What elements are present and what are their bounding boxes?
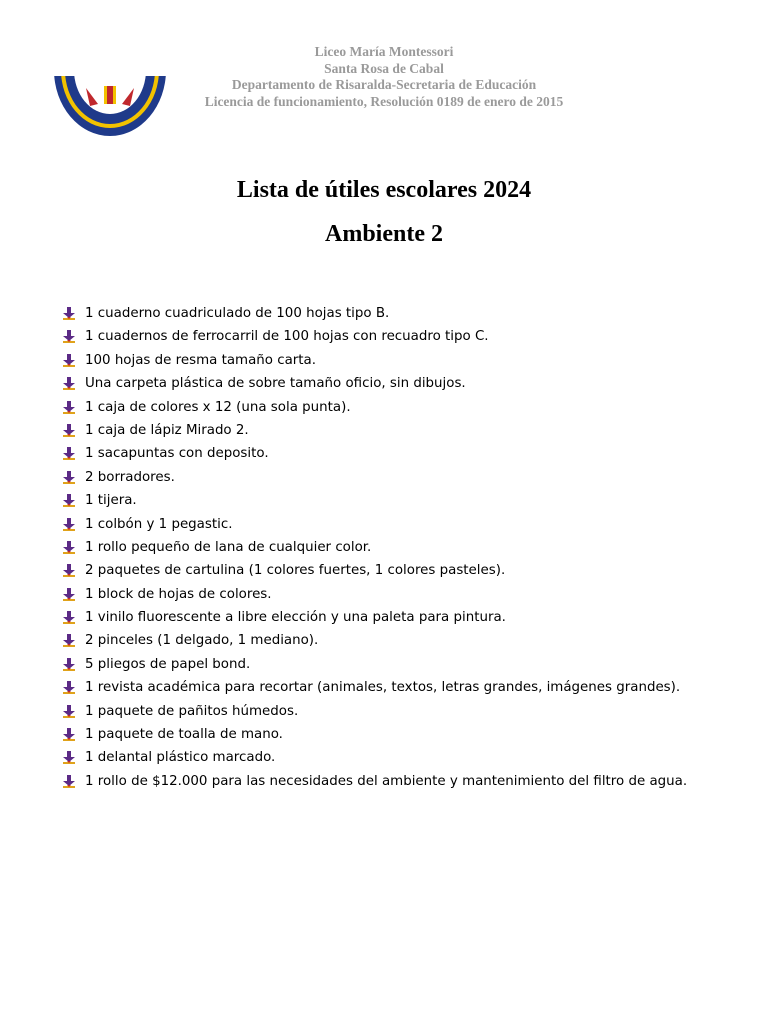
down-arrow-bullet-icon — [62, 354, 76, 368]
list-item-text: 1 cuadernos de ferrocarril de 100 hojas con recuadro tipo C. — [85, 329, 489, 345]
list-item — [60, 513, 760, 536]
list-item — [60, 536, 760, 559]
school-city: Santa Rosa de Cabal — [324, 60, 444, 76]
list-item — [60, 419, 760, 442]
list-item-text: 1 rollo de $12.000 para las necesidades del ambiente y mantenimiento del filtro de agua. — [85, 773, 688, 789]
list-item — [60, 676, 760, 699]
list-item-text: 1 cuaderno cuadriculado de 100 hojas tipo B. — [85, 306, 390, 321]
page-subtitle: Ambiente 2 — [325, 221, 443, 247]
list-item-text: 100 hojas de resma tamaño carta. — [85, 352, 317, 368]
school-name: Liceo María Montessori — [314, 44, 454, 59]
list-item-text: 1 sacapuntas con deposito. — [85, 446, 269, 462]
list-item-text: 1 vinilo fluorescente a libre elección y una paleta para pintura. — [85, 610, 506, 626]
down-arrow-bullet-icon — [62, 447, 76, 461]
list-item-text: 1 tijera. — [85, 493, 137, 509]
list-item-text: 1 paquete de toalla de mano. — [85, 727, 283, 743]
list-item — [60, 723, 760, 746]
down-arrow-bullet-icon — [62, 611, 76, 625]
list-item-text: 1 paquete de pañitos húmedos. — [85, 703, 299, 719]
list-item — [60, 466, 760, 489]
down-arrow-bullet-icon — [62, 751, 76, 765]
down-arrow-bullet-icon — [62, 307, 76, 321]
list-item-text: Una carpeta plástica de sobre tamaño oficio, sin dibujos. — [85, 376, 466, 392]
down-arrow-bullet-icon — [62, 634, 76, 648]
list-item — [60, 349, 760, 372]
school-license: Licencia de funcionamiento, Resolución 0189 de enero de 2015 — [204, 93, 564, 109]
list-item — [60, 606, 760, 629]
list-item — [60, 770, 760, 793]
list-item — [60, 629, 760, 652]
list-item — [60, 396, 760, 419]
down-arrow-bullet-icon — [62, 471, 76, 485]
list-item-text: 2 borradores. — [85, 469, 175, 485]
school-department: Departamento de Risaralda-Secretaria de Educación — [231, 77, 537, 92]
list-item-text: 1 revista académica para recortar (animales, textos, letras grandes, imágenes grandes). — [85, 680, 681, 696]
down-arrow-bullet-icon — [62, 658, 76, 672]
down-arrow-bullet-icon — [62, 588, 76, 602]
list-item-text: 1 block de hojas de colores. — [85, 586, 272, 602]
list-item — [60, 700, 760, 723]
down-arrow-bullet-icon — [62, 541, 76, 555]
down-arrow-bullet-icon — [62, 377, 76, 391]
list-item — [60, 583, 760, 606]
list-item — [60, 302, 760, 325]
list-item-text: 1 caja de lápiz Mirado 2. — [85, 422, 249, 438]
list-item — [60, 746, 760, 769]
down-arrow-bullet-icon — [62, 775, 76, 789]
list-item — [60, 372, 760, 395]
list-item-text: 1 delantal plástico marcado. — [85, 750, 276, 766]
down-arrow-bullet-icon — [62, 705, 76, 719]
list-item — [60, 325, 760, 348]
list-item-text: 2 pinceles (1 delgado, 1 mediano). — [85, 633, 319, 649]
list-item-text: 5 pliegos de papel bond. — [85, 656, 251, 672]
list-item-text: 1 colbón y 1 pegastic. — [85, 516, 233, 532]
list-item — [60, 653, 760, 676]
down-arrow-bullet-icon — [62, 401, 76, 415]
down-arrow-bullet-icon — [62, 564, 76, 578]
down-arrow-bullet-icon — [62, 494, 76, 508]
down-arrow-bullet-icon — [62, 728, 76, 742]
list-item — [60, 489, 760, 512]
down-arrow-bullet-icon — [62, 681, 76, 695]
down-arrow-bullet-icon — [62, 518, 76, 532]
list-item-text: 1 caja de colores x 12 (una sola punta). — [85, 399, 351, 415]
supply-list — [60, 302, 760, 793]
down-arrow-bullet-icon — [62, 424, 76, 438]
down-arrow-bullet-icon — [62, 330, 76, 344]
school-header — [0, 44, 768, 110]
page-title: Lista de útiles escolares 2024 — [236, 177, 532, 203]
list-item-text: 2 paquetes de cartulina (1 colores fuertes, 1 colores pasteles). — [85, 563, 506, 579]
list-item-text: 1 rollo pequeño de lana de cualquier color. — [85, 539, 372, 555]
list-item — [60, 559, 760, 582]
list-item — [60, 442, 760, 465]
